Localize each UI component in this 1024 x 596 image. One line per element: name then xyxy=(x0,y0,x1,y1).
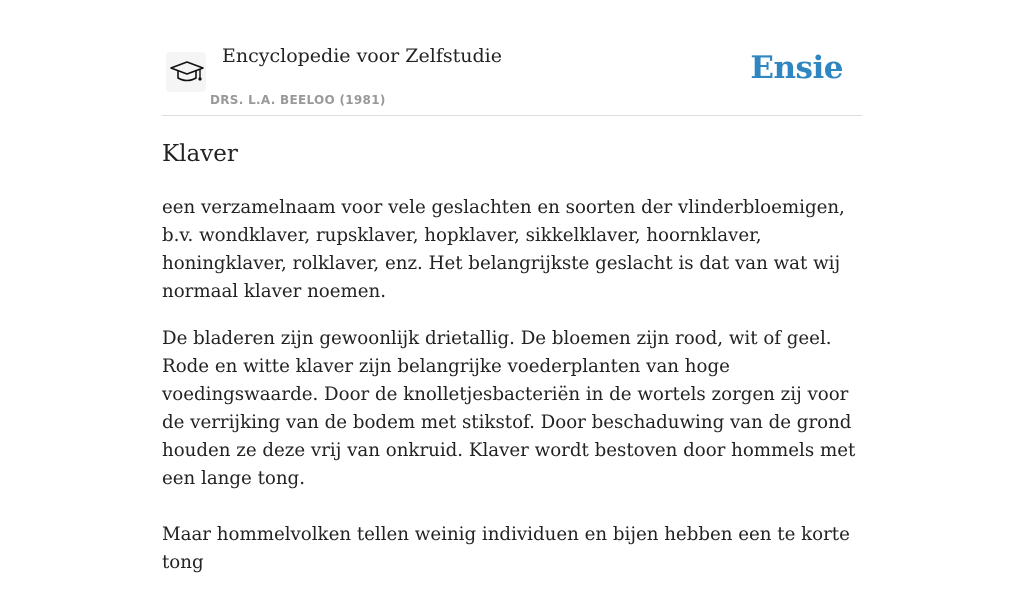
article-paragraph: De bladeren zijn gewoonlijk drietallig. De bloemen zijn rood, wit of geel. Rode en witte klaver zijn belangrijke voederplanten van hoge voedingswaarde. Door de knolletjesbacteriën in de wortels zorgen zij voor de verrijking van de bodem met stikstof. Door beschaduwing van de grond houden ze deze vrij van onkruid. Klaver wordt bestoven door hommels met een lange tong. xyxy=(162,328,856,489)
article-body xyxy=(162,138,862,596)
site-title[interactable]: Encyclopedie voor Zelfstudie xyxy=(222,45,502,67)
site-header xyxy=(162,38,862,116)
brand-logo-link[interactable]: Ensie xyxy=(750,50,843,86)
article-paragraph: een verzamelnaam voor vele geslachten en soorten der vlinderbloemigen, b.v. wondklaver, rupsklaver, hopklaver, sikkelklaver, hoornklaver, honingklaver, rolklaver, enz. Het belangrijkste geslacht is dat van wat wij normaal klaver noemen. xyxy=(162,197,845,302)
article-title: Klaver xyxy=(162,141,238,167)
source-author: DRS. L.A. BEELOO (1981) xyxy=(210,93,386,107)
graduation-cap-icon[interactable] xyxy=(166,52,206,92)
article-paragraph: Maar hommelvolken tellen weinig individuen en bijen hebben een te korte tong xyxy=(162,524,850,573)
